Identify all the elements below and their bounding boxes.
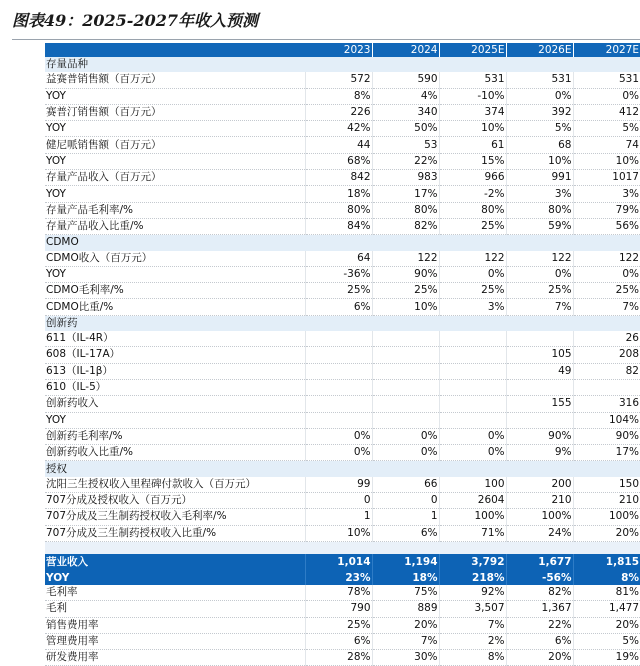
value-cell: 68	[506, 137, 573, 153]
value-cell: 25%	[372, 283, 439, 299]
value-cell: 412	[573, 104, 640, 120]
value-cell: 56%	[573, 218, 640, 234]
value-cell: 30%	[372, 650, 439, 666]
value-cell: 15%	[439, 153, 506, 169]
table-row	[45, 170, 640, 186]
table-row	[45, 428, 640, 444]
value-cell	[506, 235, 573, 251]
value-cell	[573, 379, 640, 395]
row-label: 益赛普销售额（百万元）	[45, 72, 305, 88]
value-cell: 81%	[573, 585, 640, 601]
value-cell	[372, 396, 439, 412]
header-year: 2024	[372, 43, 439, 57]
value-cell	[305, 541, 372, 554]
value-cell: 340	[372, 104, 439, 120]
value-cell: 8%	[439, 650, 506, 666]
value-cell	[439, 57, 506, 72]
value-cell: 1,477	[573, 601, 640, 617]
table-row	[45, 218, 640, 234]
table-row	[45, 445, 640, 461]
value-cell: 99	[305, 477, 372, 493]
value-cell	[372, 412, 439, 428]
value-cell: 17%	[372, 186, 439, 202]
section-row	[45, 315, 640, 331]
table-row	[45, 601, 640, 617]
value-cell: 316	[573, 396, 640, 412]
value-cell: 90%	[573, 428, 640, 444]
value-cell: 4%	[372, 88, 439, 104]
row-label: 707分成及三生制药授权收入比重/%	[45, 525, 305, 541]
value-cell: 92%	[439, 585, 506, 601]
value-cell	[439, 541, 506, 554]
revenue-row	[45, 554, 640, 571]
value-cell: 8%	[305, 88, 372, 104]
value-cell	[305, 363, 372, 379]
value-cell: 25%	[439, 283, 506, 299]
table-row	[45, 251, 640, 267]
value-cell: 790	[305, 601, 372, 617]
table-row	[45, 153, 640, 169]
value-cell: 7%	[506, 299, 573, 315]
value-cell	[372, 331, 439, 347]
value-cell: 889	[372, 601, 439, 617]
value-cell: 78%	[305, 585, 372, 601]
value-cell: 1,815	[573, 554, 640, 571]
header-year: 2027E	[573, 43, 640, 57]
row-label: 存量产品毛利率/%	[45, 202, 305, 218]
table-row	[45, 525, 640, 541]
value-cell: 210	[573, 493, 640, 509]
row-label: 毛利率	[45, 585, 305, 601]
value-cell: 53	[372, 137, 439, 153]
value-cell: 10%	[439, 121, 506, 137]
value-cell: 966	[439, 170, 506, 186]
value-cell: 28%	[305, 650, 372, 666]
value-cell: 1	[305, 509, 372, 525]
spacer-row	[45, 541, 640, 554]
value-cell	[305, 315, 372, 331]
value-cell	[506, 57, 573, 72]
value-cell: 9%	[506, 445, 573, 461]
value-cell: -2%	[439, 186, 506, 202]
value-cell: 1	[372, 509, 439, 525]
value-cell: 3%	[439, 299, 506, 315]
section-row	[45, 461, 640, 477]
table-body	[45, 43, 640, 666]
row-label: YOY	[45, 121, 305, 137]
row-label: YOY	[45, 412, 305, 428]
value-cell: 100	[439, 477, 506, 493]
value-cell: 42%	[305, 121, 372, 137]
value-cell: 150	[573, 477, 640, 493]
value-cell: 0%	[305, 428, 372, 444]
value-cell: 0%	[439, 428, 506, 444]
value-cell: 68%	[305, 153, 372, 169]
value-cell	[305, 331, 372, 347]
value-cell: 71%	[439, 525, 506, 541]
table-row	[45, 104, 640, 120]
row-label: 707分成及授权收入（百万元）	[45, 493, 305, 509]
value-cell: 18%	[305, 186, 372, 202]
value-cell: 3,792	[439, 554, 506, 571]
value-cell: 80%	[506, 202, 573, 218]
value-cell: 50%	[372, 121, 439, 137]
row-label: YOY	[45, 266, 305, 282]
row-label: 存量产品收入（百万元）	[45, 170, 305, 186]
value-cell: 22%	[372, 153, 439, 169]
value-cell: 2%	[439, 633, 506, 649]
value-cell: 105	[506, 347, 573, 363]
value-cell: 5%	[573, 121, 640, 137]
value-cell: 208	[573, 347, 640, 363]
value-cell: 0%	[439, 266, 506, 282]
value-cell: 1017	[573, 170, 640, 186]
value-cell: 10%	[372, 299, 439, 315]
row-label: CDMO	[45, 235, 305, 251]
table-row	[45, 493, 640, 509]
table-row	[45, 266, 640, 282]
table-row	[45, 379, 640, 395]
value-cell: 3,507	[439, 601, 506, 617]
value-cell: 0	[372, 493, 439, 509]
section-row	[45, 235, 640, 251]
row-label: CDMO比重/%	[45, 299, 305, 315]
row-label: 608（IL-17A）	[45, 347, 305, 363]
title-divider	[12, 39, 640, 40]
value-cell	[439, 235, 506, 251]
value-cell: 7%	[573, 299, 640, 315]
value-cell: 75%	[372, 585, 439, 601]
value-cell: 20%	[573, 525, 640, 541]
header-year: 2026E	[506, 43, 573, 57]
row-label: YOY	[45, 153, 305, 169]
value-cell: 22%	[506, 617, 573, 633]
value-cell: 7%	[372, 633, 439, 649]
value-cell: 79%	[573, 202, 640, 218]
value-cell: 2604	[439, 493, 506, 509]
value-cell	[439, 331, 506, 347]
row-label: 研发费用率	[45, 650, 305, 666]
revenue-forecast-table	[45, 43, 640, 666]
value-cell: 20%	[372, 617, 439, 633]
value-cell: 0%	[305, 445, 372, 461]
value-cell: 1,014	[305, 554, 372, 571]
value-cell: 3%	[573, 186, 640, 202]
value-cell: 122	[506, 251, 573, 267]
value-cell: 100%	[573, 509, 640, 525]
value-cell: 104%	[573, 412, 640, 428]
value-cell: 20%	[573, 617, 640, 633]
value-cell: 1,677	[506, 554, 573, 571]
table-row	[45, 633, 640, 649]
row-label: YOY	[45, 88, 305, 104]
table-row	[45, 363, 640, 379]
value-cell: 218%	[439, 571, 506, 585]
value-cell	[439, 461, 506, 477]
row-label: 赛普汀销售额（百万元）	[45, 104, 305, 120]
table-row	[45, 477, 640, 493]
value-cell: 1,367	[506, 601, 573, 617]
value-cell	[305, 412, 372, 428]
table-row	[45, 617, 640, 633]
table-row	[45, 585, 640, 601]
value-cell: 80%	[439, 202, 506, 218]
value-cell: 0%	[506, 266, 573, 282]
row-label: CDMO收入（百万元）	[45, 251, 305, 267]
row-label: CDMO毛利率/%	[45, 283, 305, 299]
value-cell	[439, 315, 506, 331]
row-label: 创新药	[45, 315, 305, 331]
value-cell: -36%	[305, 266, 372, 282]
table-row	[45, 650, 640, 666]
value-cell: 18%	[372, 571, 439, 585]
value-cell: 6%	[305, 299, 372, 315]
value-cell	[573, 315, 640, 331]
value-cell	[573, 541, 640, 554]
value-cell: 10%	[305, 525, 372, 541]
value-cell: 122	[439, 251, 506, 267]
value-cell: 90%	[372, 266, 439, 282]
value-cell: 200	[506, 477, 573, 493]
value-cell	[506, 412, 573, 428]
value-cell	[372, 379, 439, 395]
value-cell	[439, 347, 506, 363]
value-cell: 0%	[372, 428, 439, 444]
value-cell: 0%	[573, 266, 640, 282]
value-cell: 25%	[439, 218, 506, 234]
value-cell	[506, 461, 573, 477]
value-cell: 25%	[573, 283, 640, 299]
row-label: 613（IL-1β）	[45, 363, 305, 379]
value-cell: 80%	[372, 202, 439, 218]
row-label: 销售费用率	[45, 617, 305, 633]
row-label: YOY	[45, 571, 305, 585]
value-cell: 19%	[573, 650, 640, 666]
value-cell: 1,194	[372, 554, 439, 571]
value-cell	[372, 235, 439, 251]
value-cell	[573, 235, 640, 251]
value-cell: 82%	[372, 218, 439, 234]
value-cell: 90%	[506, 428, 573, 444]
value-cell: 3%	[506, 186, 573, 202]
value-cell	[506, 541, 573, 554]
value-cell: 25%	[305, 283, 372, 299]
value-cell: 6%	[506, 633, 573, 649]
value-cell: 74	[573, 137, 640, 153]
row-label: 存量产品收入比重/%	[45, 218, 305, 234]
value-cell: 531	[573, 72, 640, 88]
header-year: 2025E	[439, 43, 506, 57]
value-cell: 991	[506, 170, 573, 186]
row-label: 健尼哌销售额（百万元）	[45, 137, 305, 153]
value-cell: 842	[305, 170, 372, 186]
value-cell: 0%	[573, 88, 640, 104]
table-row	[45, 509, 640, 525]
value-cell: 25%	[305, 617, 372, 633]
value-cell: 23%	[305, 571, 372, 585]
value-cell	[305, 347, 372, 363]
value-cell	[439, 412, 506, 428]
value-cell	[506, 379, 573, 395]
value-cell: 0%	[372, 445, 439, 461]
row-label: 存量品种	[45, 57, 305, 72]
value-cell: 20%	[506, 650, 573, 666]
value-cell: 8%	[573, 571, 640, 585]
value-cell: 531	[506, 72, 573, 88]
row-label: YOY	[45, 186, 305, 202]
value-cell: 590	[372, 72, 439, 88]
value-cell: -56%	[506, 571, 573, 585]
row-label: 营业收入	[45, 554, 305, 571]
value-cell: 10%	[506, 153, 573, 169]
value-cell: -10%	[439, 88, 506, 104]
value-cell	[506, 331, 573, 347]
value-cell: 80%	[305, 202, 372, 218]
revenue-yoy-row	[45, 571, 640, 585]
row-label: 611（IL-4R）	[45, 331, 305, 347]
value-cell: 44	[305, 137, 372, 153]
value-cell: 122	[372, 251, 439, 267]
value-cell	[439, 379, 506, 395]
value-cell	[305, 379, 372, 395]
value-cell: 49	[506, 363, 573, 379]
value-cell: 210	[506, 493, 573, 509]
value-cell: 572	[305, 72, 372, 88]
value-cell	[573, 461, 640, 477]
value-cell: 66	[372, 477, 439, 493]
table-row	[45, 299, 640, 315]
value-cell: 374	[439, 104, 506, 120]
value-cell: 64	[305, 251, 372, 267]
value-cell: 26	[573, 331, 640, 347]
value-cell: 84%	[305, 218, 372, 234]
header-label-cell	[45, 43, 305, 57]
table-row	[45, 283, 640, 299]
value-cell: 155	[506, 396, 573, 412]
value-cell: 61	[439, 137, 506, 153]
value-cell: 6%	[372, 525, 439, 541]
table-header-row	[45, 43, 640, 57]
row-label: 授权	[45, 461, 305, 477]
row-label: 沈阳三生授权收入里程碑付款收入（百万元）	[45, 477, 305, 493]
value-cell: 0%	[506, 88, 573, 104]
table-row	[45, 72, 640, 88]
value-cell: 983	[372, 170, 439, 186]
value-cell: 10%	[573, 153, 640, 169]
value-cell: 0	[305, 493, 372, 509]
value-cell: 531	[439, 72, 506, 88]
row-label: 毛利	[45, 601, 305, 617]
value-cell: 82	[573, 363, 640, 379]
value-cell	[372, 57, 439, 72]
table-row	[45, 88, 640, 104]
value-cell: 24%	[506, 525, 573, 541]
value-cell	[372, 461, 439, 477]
value-cell: 82%	[506, 585, 573, 601]
value-cell	[305, 461, 372, 477]
row-label: 管理费用率	[45, 633, 305, 649]
figure-title: 图表49：2025-2027年收入预测	[12, 11, 258, 30]
value-cell	[372, 541, 439, 554]
table-row	[45, 347, 640, 363]
row-label: 707分成及三生制药授权收入毛利率/%	[45, 509, 305, 525]
value-cell: 392	[506, 104, 573, 120]
value-cell: 122	[573, 251, 640, 267]
value-cell	[506, 315, 573, 331]
value-cell	[439, 363, 506, 379]
table-row	[45, 186, 640, 202]
table-row	[45, 137, 640, 153]
value-cell: 0%	[439, 445, 506, 461]
value-cell: 226	[305, 104, 372, 120]
value-cell	[372, 347, 439, 363]
value-cell	[305, 396, 372, 412]
value-cell	[573, 57, 640, 72]
table-row	[45, 331, 640, 347]
value-cell	[305, 235, 372, 251]
value-cell: 25%	[506, 283, 573, 299]
header-year: 2023	[305, 43, 372, 57]
row-label: 创新药毛利率/%	[45, 428, 305, 444]
table-row	[45, 121, 640, 137]
table-row	[45, 202, 640, 218]
value-cell: 100%	[439, 509, 506, 525]
section-row	[45, 57, 640, 72]
table-row	[45, 412, 640, 428]
value-cell	[372, 363, 439, 379]
value-cell: 5%	[573, 633, 640, 649]
value-cell: 7%	[439, 617, 506, 633]
row-label: 创新药收入	[45, 396, 305, 412]
value-cell	[372, 315, 439, 331]
value-cell: 100%	[506, 509, 573, 525]
row-label: 创新药收入比重/%	[45, 445, 305, 461]
value-cell	[439, 396, 506, 412]
value-cell	[305, 57, 372, 72]
value-cell: 17%	[573, 445, 640, 461]
table-row	[45, 396, 640, 412]
value-cell: 6%	[305, 633, 372, 649]
row-label	[45, 541, 305, 554]
value-cell: 59%	[506, 218, 573, 234]
row-label: 610（IL-5）	[45, 379, 305, 395]
value-cell: 5%	[506, 121, 573, 137]
